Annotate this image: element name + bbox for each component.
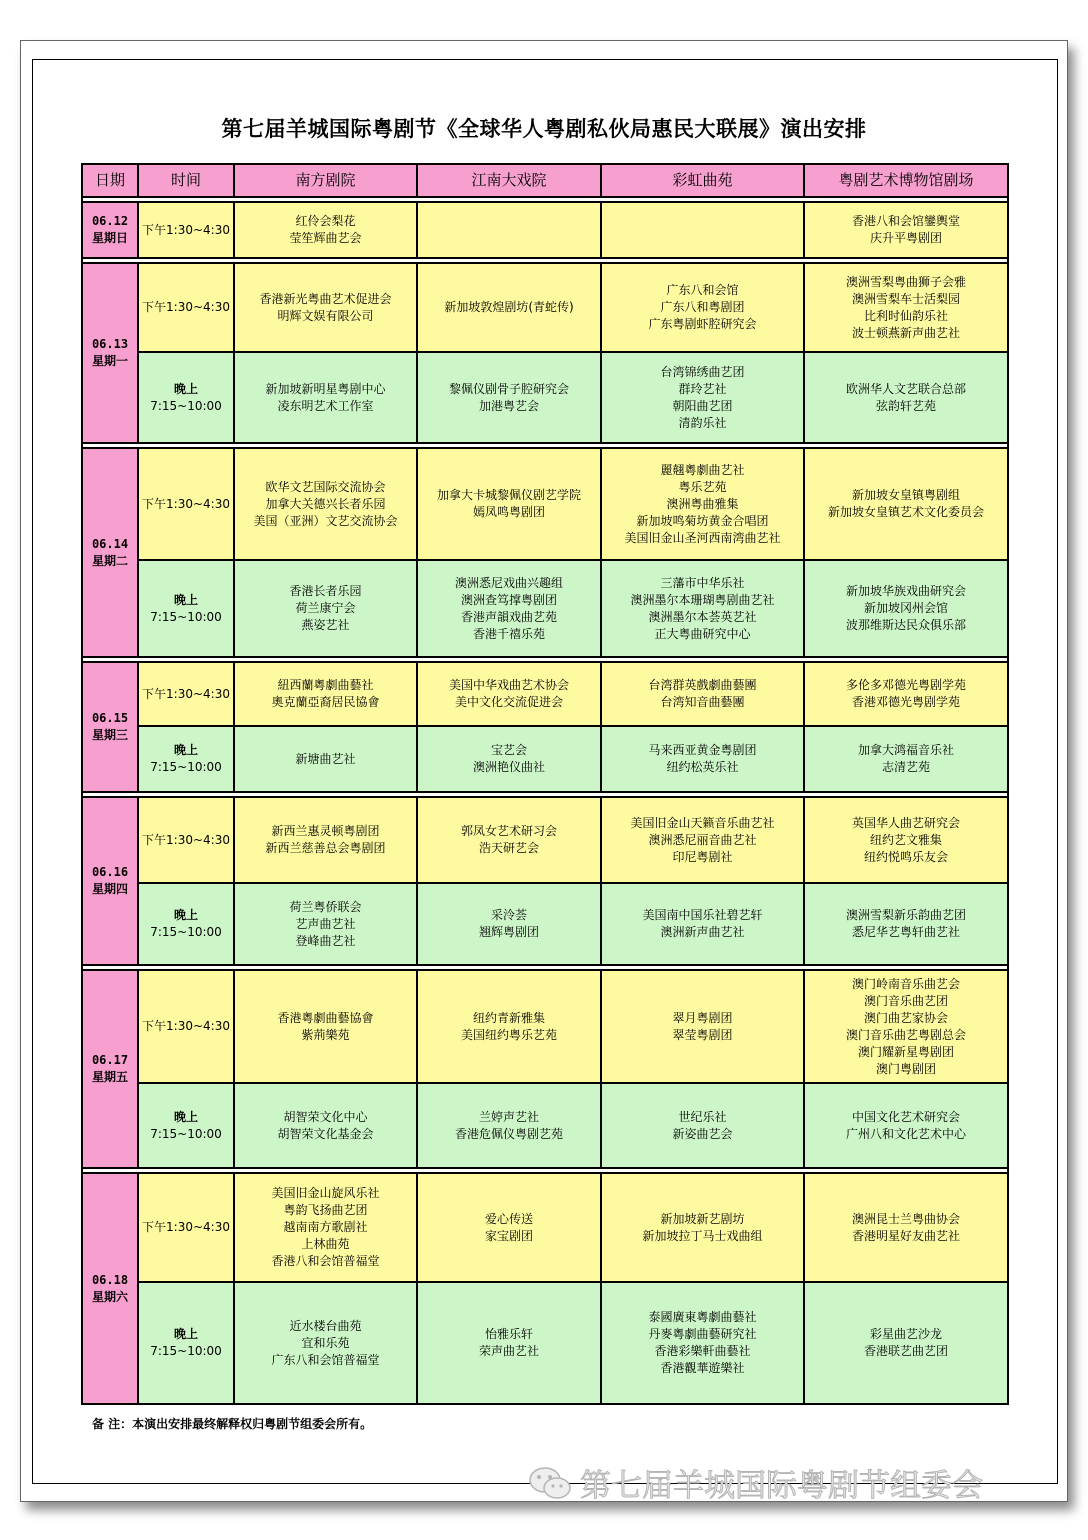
session-row-06.17-eve [82,1083,1008,1168]
troupe-name: 丹麥粵劇曲藝研究社 [648,1327,757,1341]
troupe-name: 澳洲雪梨新乐韵曲艺团 [845,908,966,922]
troupe-name: 美国中华戏曲艺术协会 [448,678,569,692]
time-line: 下午1:30~4:30 [142,1220,230,1234]
troupe-name: 台湾群英戲劇曲藝團 [648,678,757,692]
venue-cell-nanfang [234,883,417,965]
troupe-name: 朝阳曲艺团 [672,398,733,413]
troupe-name: 群玲艺社 [678,381,727,396]
venue-cell-museum [804,263,1008,352]
troupe-name: 庆升平粤剧团 [869,231,942,245]
date-cell [82,263,138,443]
troupe-name: 比利时仙韵乐社 [863,308,948,323]
date-cell [82,662,138,792]
schedule-table [81,163,1009,1405]
troupe-name: 胡智荣文化基金会 [277,1126,374,1141]
page-title: 第七届羊城国际粤剧节《全球华人粤剧私伙局惠民大联展》演出安排 [221,116,867,141]
troupe-name: 新加坡新艺剧坊 [660,1211,745,1226]
troupe-name: 正大粤曲研究中心 [654,626,751,641]
troupe-name: 弦韵轩艺苑 [875,398,936,413]
time-line: 晚上 [173,381,198,396]
troupe-name: 新西兰惠灵顿粤剧团 [271,824,380,838]
troupe-name: 新加坡华族戏曲研究会 [845,584,966,598]
troupe-name: 广东粤剧虾腔研究会 [648,317,757,331]
weekday-value: 星期五 [91,1070,128,1084]
time-line: 下午1:30~4:30 [142,496,230,511]
troupe-name: 澳门音乐曲艺团 [863,993,948,1008]
footnote: 备 注：本演出安排最终解释权归粤剧节组委会所有。 [92,1417,373,1431]
venue-cell-jiangnan [417,202,601,258]
troupe-name: 广东八和粤剧团 [660,300,745,314]
troupe-name: 新加坡女皇镇艺术文化委员会 [827,505,984,519]
session-row-06.12-aft [82,202,1008,258]
venue-cell-nanfang [234,263,417,352]
troupe-name: 澳洲新声曲艺社 [660,925,745,939]
venue-cell-jiangnan [417,662,601,726]
troupe-name: 美国南中国乐社碧艺轩 [642,908,763,922]
troupe-name: 彩星曲艺沙龙 [869,1327,942,1341]
troupe-name: 香港声韻戏曲艺苑 [460,609,557,624]
header-date: 日期 [82,164,138,197]
troupe-name: 粤韵飞扬曲艺团 [283,1203,368,1217]
troupe-name: 澳洲查笃撑粤剧团 [460,592,557,607]
troupe-name: 浩天研艺会 [478,841,539,855]
troupe-name: 香港彩樂軒曲藝社 [654,1344,751,1358]
troupe-name: 纽约松英乐社 [666,760,739,774]
date-value: 06.12 [91,214,129,228]
time-cell [138,263,234,352]
watermark-text: 第七届羊城国际粤剧节组委会 [580,1468,983,1504]
venue-cell-jiangnan [417,560,601,657]
venue-cell-nanfang [234,726,417,792]
date-value: 06.18 [91,1272,129,1287]
troupe-name: 新西兰慈善总会粤剧团 [265,841,386,855]
troupe-name: 澳门岭南音乐曲艺会 [851,976,960,991]
venue-cell-caihong [601,352,804,443]
venue-cell-caihong [601,883,804,965]
troupe-name: 郭凤女艺术研习会 [460,824,557,838]
weekday-value: 星期三 [91,728,128,742]
troupe-name: 香港危佩仪粤剧艺苑 [454,1126,563,1141]
time-line: 下午1:30~4:30 [142,686,230,701]
date-cell [82,448,138,657]
troupe-name: 艺声曲艺社 [295,916,356,931]
time-cell [138,1173,234,1282]
troupe-name: 燕姿艺社 [301,618,350,632]
time-cell [138,662,234,726]
troupe-name: 美国旧金山天籁音乐曲艺社 [630,815,775,830]
troupe-name: 澳洲墨尔本荟英艺社 [648,609,757,624]
time-line: 7:15~10:00 [150,760,222,774]
time-line: 晚上 [173,1327,198,1341]
venue-cell-caihong [601,726,804,792]
troupe-name: 志清艺苑 [881,760,930,774]
troupe-name: 香港八和会馆鑾輿堂 [851,214,960,228]
venue-cell-caihong [601,560,804,657]
troupe-name: 新加坡拉丁马士戏曲组 [642,1228,763,1243]
troupe-name: 加拿大鸿福音乐社 [857,743,954,757]
troupe-name: 兰婷声艺社 [478,1109,539,1124]
time-line: 7:15~10:00 [150,398,222,413]
troupe-name: 欧华文艺国际交流协会 [265,479,386,494]
date-value: 06.17 [91,1053,129,1067]
time-line: 晚上 [173,592,198,607]
date-cell [82,970,138,1168]
troupe-name: 翠月粤剧团 [672,1010,733,1025]
date-cell [82,797,138,965]
troupe-name: 新加坡新明星粤剧中心 [265,381,386,396]
session-row-06.14-eve [82,560,1008,657]
troupe-name: 嫣凤鸣粤剧团 [472,505,545,519]
venue-cell-jiangnan [417,883,601,965]
venue-cell-museum [804,448,1008,560]
time-line: 7:15~10:00 [150,609,222,624]
time-cell [138,202,234,258]
venue-cell-museum [804,1083,1008,1168]
session-row-06.18-eve [82,1282,1008,1404]
time-line: 下午1:30~4:30 [142,300,230,314]
troupe-name: 黎佩仪剧骨子腔研究会 [448,381,569,396]
troupe-name: 欧洲华人文艺联合总部 [845,381,966,396]
troupe-name: 澳门粤剧团 [875,1061,936,1076]
time-cell [138,883,234,965]
troupe-name: 翠莹粤剧团 [672,1027,733,1042]
troupe-name: 澳洲昆士兰粤曲协会 [851,1211,960,1226]
header-caihong-quyuan: 彩虹曲苑 [601,164,804,197]
troupe-name: 莹笙辉曲艺会 [289,231,362,245]
troupe-name: 荷兰粤侨联会 [289,899,362,914]
troupe-name: 纽约青新雅集 [472,1010,545,1025]
header-row [82,164,1008,197]
troupe-name: 新加坡敦煌剧坊(青蛇传) [444,300,574,314]
troupe-name: 香港长者乐园 [289,584,362,598]
time-cell [138,726,234,792]
troupe-name: 澳洲雪梨粤曲狮子会雅 [845,274,966,289]
session-row-06.15-aft [82,662,1008,726]
venue-cell-nanfang [234,970,417,1083]
troupe-name: 紐西蘭粵劇曲藝社 [277,678,374,692]
venue-cell-jiangnan [417,970,601,1083]
venue-cell-jiangnan [417,1173,601,1282]
time-cell [138,352,234,443]
time-line: 7:15~10:00 [150,1126,222,1141]
date-value: 06.14 [91,536,129,551]
troupe-name: 宜和乐苑 [301,1335,350,1350]
troupe-name: 采泠荟 [490,908,527,922]
troupe-name: 麗翹粵劇曲艺社 [660,462,745,477]
troupe-name: 紫荊樂苑 [301,1027,350,1042]
troupe-name: 三藩市中华乐社 [660,575,745,590]
venue-cell-nanfang [234,560,417,657]
troupe-name: 澳洲悉尼戏曲兴趣组 [454,575,563,590]
troupe-name: 波那维斯达民众俱乐部 [845,618,966,632]
venue-cell-nanfang [234,448,417,560]
date-value: 06.16 [91,865,129,879]
troupe-name: 纽约艺文雅集 [869,832,942,847]
time-cell [138,448,234,560]
date-cell [82,1173,138,1404]
session-row-06.13-aft [82,263,1008,352]
session-row-06.16-aft [82,797,1008,883]
troupe-name: 香港粵劇曲藝協會 [277,1010,374,1025]
troupe-name: 广州八和文化艺术中心 [845,1126,966,1141]
venue-cell-museum [804,202,1008,258]
venue-cell-nanfang [234,1083,417,1168]
troupe-name: 香港新光粤曲艺术促进会 [259,291,392,306]
troupe-name: 悉尼华艺粤轩曲艺社 [851,925,960,939]
time-line: 晚上 [173,743,198,757]
session-row-06.18-aft [82,1173,1008,1282]
troupe-name: 奧克蘭亞裔居民協會 [271,695,380,709]
troupe-name: 胡智荣文化中心 [283,1109,368,1124]
venue-cell-museum [804,662,1008,726]
troupe-name: 怡雅乐轩 [484,1327,533,1341]
troupe-name: 凌东明艺术工作室 [277,398,374,413]
troupe-name: 美国（亚洲）文艺交流协会 [253,513,398,528]
venue-cell-museum [804,1282,1008,1404]
troupe-name: 澳洲墨尔本珊瑚粤剧曲艺社 [630,592,775,607]
troupe-name: 荣声曲艺社 [478,1344,539,1358]
troupe-name: 美国旧金山旋风乐社 [271,1186,380,1200]
time-line: 下午1:30~4:30 [142,832,230,847]
venue-cell-nanfang [234,1282,417,1404]
troupe-name: 澳洲艳仪曲社 [472,760,545,774]
troupe-name: 马来西亚黄金粤剧团 [648,743,757,757]
troupe-name: 香港千禧乐苑 [472,626,545,641]
venue-cell-caihong [601,448,804,560]
header-jiangnan-theatre: 江南大戏院 [417,164,601,197]
venue-cell-caihong [601,662,804,726]
troupe-name: 广东八和会馆普福堂 [271,1352,380,1367]
weekday-value: 星期四 [91,882,128,896]
time-cell [138,797,234,883]
troupe-name: 越南南方歌剧社 [283,1220,368,1234]
troupe-name: 爱心传送 [484,1211,533,1226]
troupe-name: 荷兰康宁会 [295,601,356,615]
troupe-name: 美中文化交流促进会 [454,695,563,709]
venue-cell-museum [804,883,1008,965]
troupe-name: 澳门耀新星粤剧团 [857,1044,954,1059]
troupe-name: 澳门曲艺家协会 [863,1010,948,1025]
schedule-body [82,197,1008,1404]
time-line: 7:15~10:00 [150,1344,222,1358]
troupe-name: 广东八和会馆 [666,283,739,297]
troupe-name: 美国旧金山圣河西南湾曲艺社 [624,530,781,545]
time-cell [138,1282,234,1404]
troupe-name: 翘辉粤剧团 [478,925,539,939]
troupe-name: 新加坡冈州会馆 [863,601,948,615]
troupe-name: 新姿曲艺会 [672,1126,733,1141]
troupe-name: 泰國廣東粵劇曲藝社 [648,1310,757,1324]
troupe-name: 香港八和会馆普福堂 [271,1254,380,1268]
troupe-name: 澳洲粤曲雅集 [666,496,739,511]
troupe-name: 加拿大卡城黎佩仪剧艺学院 [436,488,581,502]
troupe-name: 明辉文娱有限公司 [277,308,374,323]
troupe-name: 红伶会梨花 [295,214,356,228]
troupe-name: 香港明星好友曲艺社 [851,1228,960,1243]
venue-cell-jiangnan [417,352,601,443]
troupe-name: 加拿大关德兴长者乐园 [265,496,386,511]
venue-cell-jiangnan [417,263,601,352]
venue-cell-museum [804,352,1008,443]
session-row-06.17-aft [82,970,1008,1083]
troupe-name: 新加坡女皇镇粤剧组 [851,488,960,502]
venue-cell-nanfang [234,662,417,726]
venue-cell-jiangnan [417,448,601,560]
venue-cell-caihong [601,202,804,258]
venue-cell-museum [804,560,1008,657]
troupe-name: 中国文化艺术研究会 [851,1109,960,1124]
venue-cell-caihong [601,1083,804,1168]
troupe-name: 澳洲雪梨车士活梨园 [851,291,960,306]
venue-cell-caihong [601,970,804,1083]
venue-cell-nanfang [234,202,417,258]
time-line: 下午1:30~4:30 [142,222,230,237]
session-row-06.14-aft [82,448,1008,560]
troupe-name: 新塘曲艺社 [295,751,356,766]
troupe-name: 香港觀華遊樂社 [660,1361,745,1375]
time-line: 晚上 [173,1109,198,1124]
troupe-name: 宝艺会 [490,743,527,757]
troupe-name: 印尼粤剧社 [672,849,733,864]
troupe-name: 香港联艺曲艺团 [863,1344,948,1358]
troupe-name: 近水楼台曲苑 [289,1318,362,1333]
troupe-name: 台湾锦绣曲艺团 [660,364,745,379]
time-line: 7:15~10:00 [150,925,222,939]
header-time: 时间 [138,164,234,197]
troupe-name: 英国华人曲艺研究会 [851,815,960,830]
weekday-value: 星期日 [91,231,128,245]
watermark [528,1460,983,1505]
venue-cell-nanfang [234,1173,417,1282]
venue-cell-caihong [601,1282,804,1404]
date-cell [82,202,138,258]
troupe-name: 澳洲悉尼丽音曲艺社 [648,832,757,847]
venue-cell-jiangnan [417,1282,601,1404]
time-line: 晚上 [173,908,198,922]
time-cell [138,1083,234,1168]
troupe-name: 多伦多邓德光粤剧学苑 [845,678,966,692]
troupe-name: 澳门音乐曲艺粤剧总会 [845,1027,966,1042]
troupe-name: 新加坡鸣菊坊黄金合唱团 [636,513,769,528]
session-row-06.15-eve [82,726,1008,792]
troupe-name: 家宝剧团 [484,1228,533,1243]
header-museum-theatre: 粤剧艺术博物馆剧场 [804,164,1008,197]
troupe-name: 纽约悦鸣乐友会 [863,849,948,864]
troupe-name: 上林曲苑 [301,1237,350,1251]
wechat-icon [528,1465,572,1501]
venue-cell-museum [804,970,1008,1083]
weekday-value: 星期二 [91,553,128,568]
troupe-name: 香港邓德光粤剧学苑 [851,695,960,709]
troupe-name: 波士顿燕新声曲艺社 [851,325,960,340]
venue-cell-caihong [601,1173,804,1282]
troupe-name: 粤乐艺苑 [678,479,727,494]
session-row-06.16-eve [82,883,1008,965]
venue-cell-jiangnan [417,726,601,792]
weekday-value: 星期六 [91,1289,128,1304]
troupe-name: 加港粤艺会 [478,398,539,413]
session-row-06.13-eve [82,352,1008,443]
troupe-name: 登峰曲艺社 [295,933,356,948]
troupe-name: 世纪乐社 [678,1109,727,1124]
troupe-name: 美国纽约粤乐艺苑 [460,1027,557,1042]
date-value: 06.13 [91,337,129,351]
venue-cell-museum [804,1173,1008,1282]
venue-cell-caihong [601,797,804,883]
venue-cell-caihong [601,263,804,352]
date-value: 06.15 [91,711,129,725]
time-cell [138,560,234,657]
venue-cell-jiangnan [417,797,601,883]
venue-cell-nanfang [234,352,417,443]
troupe-name: 台湾知音曲藝團 [660,695,745,709]
venue-cell-jiangnan [417,1083,601,1168]
venue-cell-museum [804,726,1008,792]
time-line: 下午1:30~4:30 [142,1019,230,1033]
weekday-value: 星期一 [91,354,128,368]
time-cell [138,970,234,1083]
troupe-name: 清韵乐社 [678,415,727,430]
venue-cell-nanfang [234,797,417,883]
header-nanfang-theatre: 南方剧院 [234,164,417,197]
venue-cell-museum [804,797,1008,883]
